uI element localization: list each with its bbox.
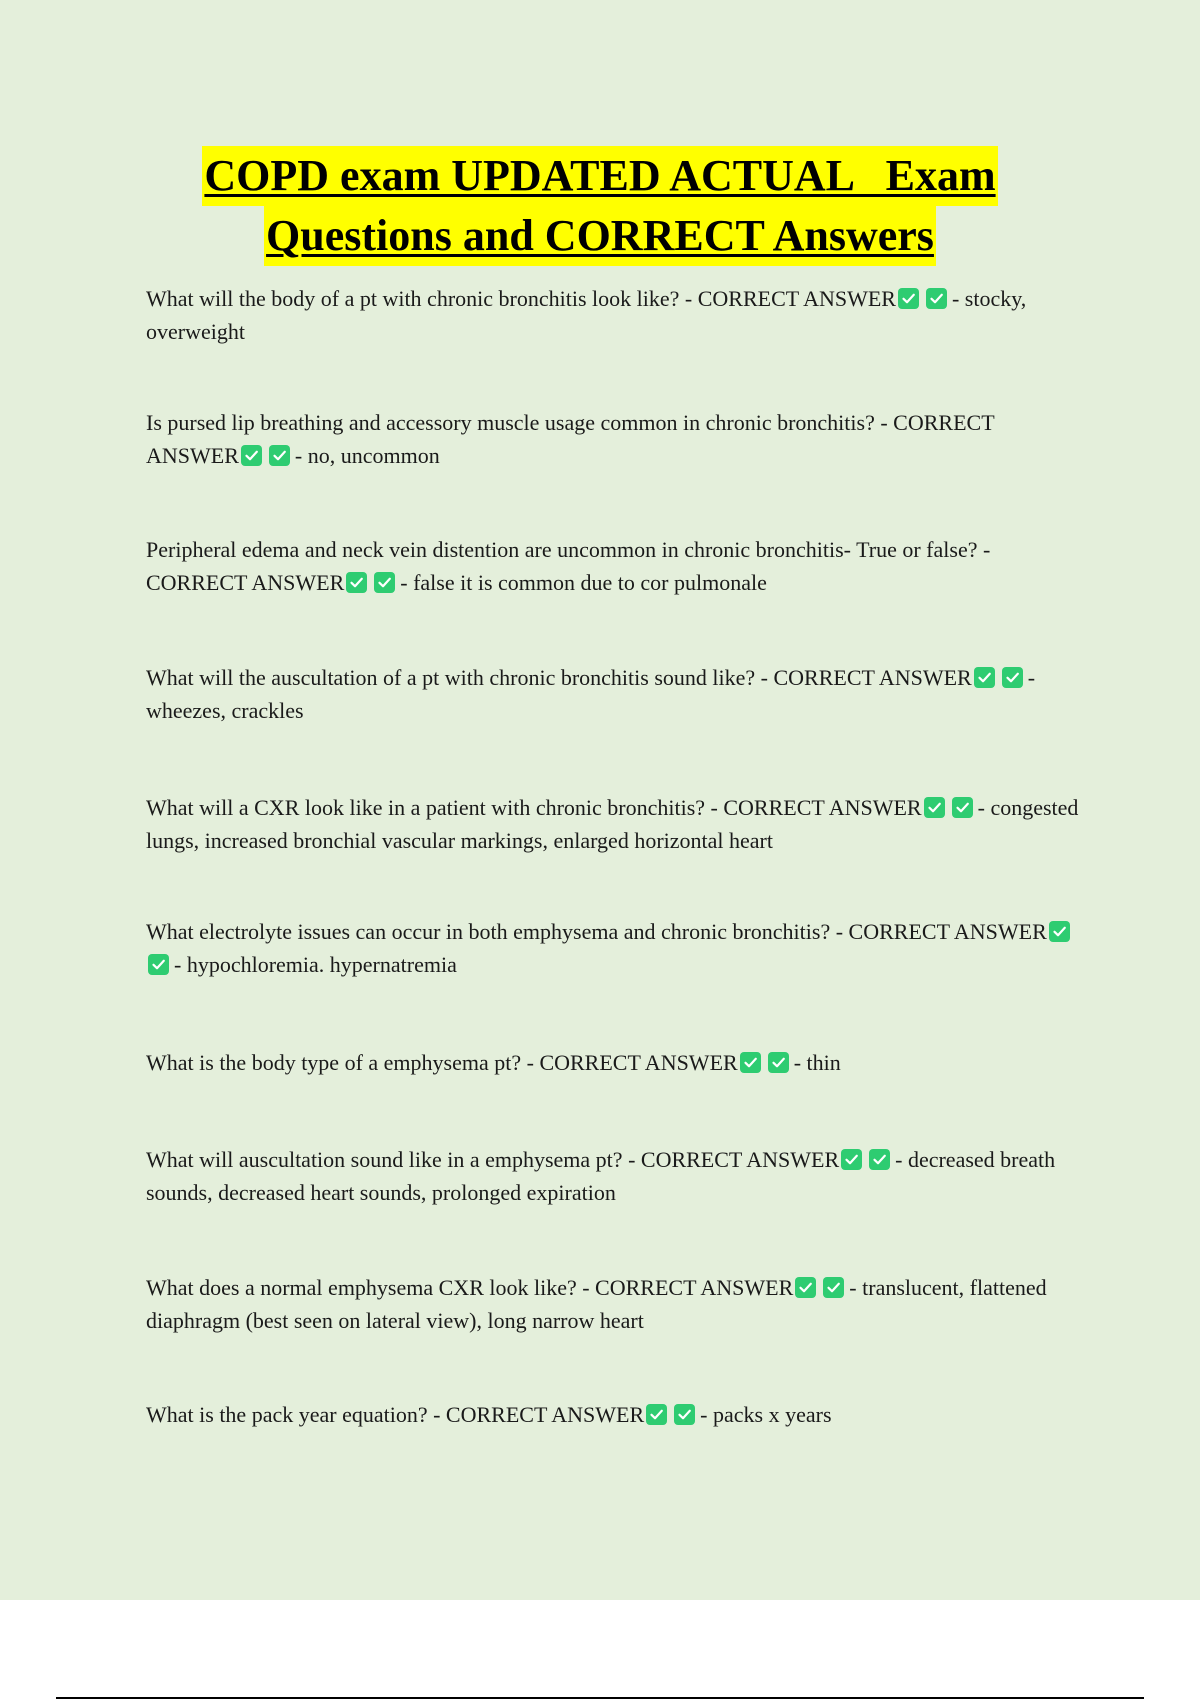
check-icon (374, 572, 395, 593)
question-text: What will the auscultation of a pt with chronic bronchitis sound like? (146, 665, 756, 690)
qa-item: What is the pack year equation? - CORRECT ANSWER - packs x years (146, 1402, 832, 1427)
answer-marker: - CORRECT ANSWER (433, 1402, 645, 1427)
check-icon (346, 572, 367, 593)
check-icon (974, 667, 995, 688)
check-icon (898, 288, 919, 309)
question-text: What will a CXR look like in a patient with chronic bronchitis? (146, 795, 706, 820)
answer-text: decreased breath sounds, decreased heart sounds, prolonged expiration (146, 1147, 1056, 1205)
check-icon (869, 1149, 890, 1170)
title-line-1: COPD exam UPDATED ACTUAL Exam (202, 146, 997, 206)
check-icon (823, 1277, 844, 1298)
check-icon (952, 797, 973, 818)
question-text: Peripheral edema and neck vein distention are uncommon in chronic bronchitis- True or false? (146, 537, 978, 562)
qa-item: Is pursed lip breathing and accessory muscle usage common in chronic bronchitis? - CORRECT ANSWER - no, uncommon (146, 410, 995, 468)
check-icon (269, 445, 290, 466)
answer-text: packs x years (713, 1402, 832, 1427)
answer-marker: - CORRECT ANSWER (760, 665, 972, 690)
check-icon (795, 1277, 816, 1298)
check-icon (924, 797, 945, 818)
question-text: What will the body of a pt with chronic bronchitis look like? (146, 286, 680, 311)
question-text: What electrolyte issues can occur in both emphysema and chronic bronchitis? (146, 919, 831, 944)
answer-text: stocky, overweight (146, 286, 1027, 344)
check-icon (740, 1052, 761, 1073)
check-icon (241, 445, 262, 466)
answer-marker: - CORRECT ANSWER (710, 795, 922, 820)
answer-text: thin (806, 1050, 841, 1075)
check-icon (646, 1404, 667, 1425)
document-title (0, 146, 1200, 266)
answer-text: no, uncommon (307, 443, 440, 468)
check-icon (674, 1404, 695, 1425)
answer-text: false it is common due to cor pulmonale (413, 570, 767, 595)
qa-item: What will auscultation sound like in a emphysema pt? - CORRECT ANSWER - decreased breath sounds, decreased heart sounds, prolonged expiration (146, 1147, 1056, 1205)
question-text: Is pursed lip breathing and accessory muscle usage common in chronic bronchitis? (146, 410, 875, 435)
check-icon (1049, 921, 1070, 942)
qa-item: What will the body of a pt with chronic bronchitis look like? - CORRECT ANSWER - stocky, overweight (146, 286, 1027, 344)
qa-item: What electrolyte issues can occur in both emphysema and chronic bronchitis? - CORRECT ANSWER - hypochloremia. hypernatremia (146, 915, 1086, 981)
question-text: What is the pack year equation? (146, 1402, 428, 1427)
answer-marker: - CORRECT ANSWER (526, 1050, 738, 1075)
question-text: What is the body type of a emphysema pt? (146, 1050, 522, 1075)
answer-marker: - CORRECT ANSWER (146, 410, 995, 468)
answer-text: wheezes, crackles (146, 698, 304, 723)
answer-marker: - CORRECT ANSWER (684, 286, 896, 311)
answer-marker: - CORRECT ANSWER (628, 1147, 840, 1172)
answer-marker: - CORRECT ANSWER (582, 1275, 794, 1300)
check-icon (148, 954, 169, 975)
check-icon (841, 1149, 862, 1170)
qa-item: Peripheral edema and neck vein distention are uncommon in chronic bronchitis- True or false? - CORRECT ANSWER - false it is common due to cor pulmonale (146, 537, 991, 595)
qa-item: What will the auscultation of a pt with chronic bronchitis sound like? - CORRECT ANSWER - wheezes, crackles (146, 665, 1036, 723)
check-icon (768, 1052, 789, 1073)
check-icon (1002, 667, 1023, 688)
footer-divider (56, 1697, 1144, 1699)
question-text: What does a normal emphysema CXR look like? (146, 1275, 577, 1300)
answer-marker: - CORRECT ANSWER (146, 537, 991, 595)
qa-item: What is the body type of a emphysema pt? - CORRECT ANSWER - thin (146, 1050, 841, 1075)
check-icon (926, 288, 947, 309)
answer-text: hypochloremia. hypernatremia (186, 952, 457, 977)
answer-text: congested lungs, increased bronchial vascular markings, enlarged horizontal heart (146, 795, 1079, 853)
title-line-2: Questions and CORRECT Answers (264, 206, 936, 266)
answer-marker: - CORRECT ANSWER (835, 919, 1047, 944)
question-text: What will auscultation sound like in a emphysema pt? (146, 1147, 623, 1172)
qa-item: What will a CXR look like in a patient with chronic bronchitis? - CORRECT ANSWER - congested lungs, increased bronchial vascular markings, enlarged horizontal heart (146, 795, 1079, 853)
answer-text: translucent, flattened diaphragm (best seen on lateral view), long narrow heart (146, 1275, 1047, 1333)
qa-item: What does a normal emphysema CXR look like? - CORRECT ANSWER - translucent, flattened diaphragm (best seen on lateral view), long narrow heart (146, 1275, 1047, 1333)
